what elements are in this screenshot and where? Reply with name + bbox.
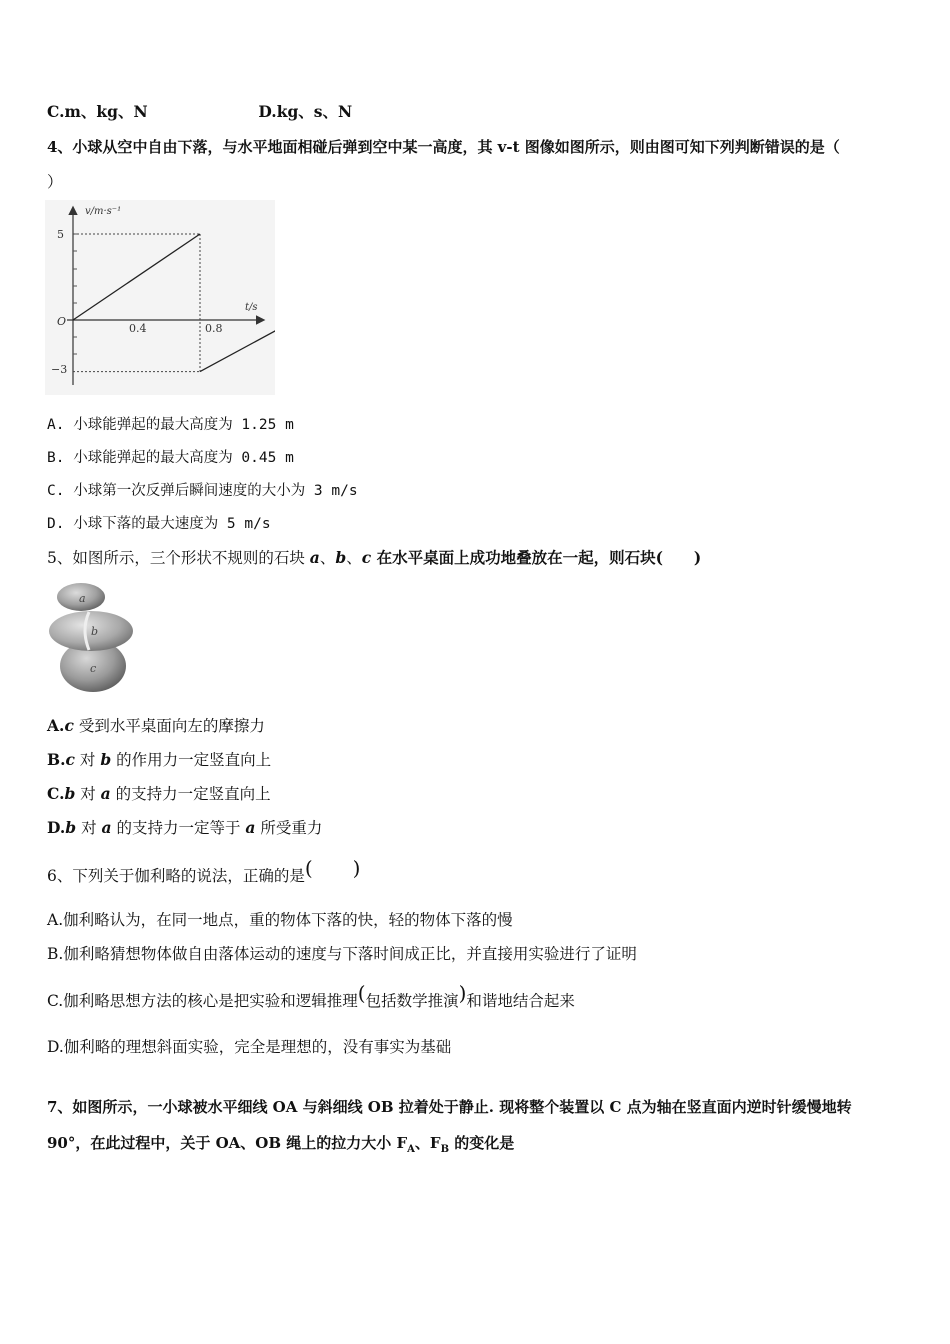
q5-d-text: 对 (76, 819, 102, 837)
q6-c-suffix: 和谐地结合起来 (466, 992, 575, 1010)
q4-vt-graph (45, 200, 275, 395)
q3-option-c-text: C.m、kg、N (47, 102, 148, 121)
q6-c-mid: 包括数学推演 (365, 992, 459, 1010)
q5-a-prefix: A. (47, 716, 65, 735)
stone-label-c: c (90, 662, 97, 675)
q5-stem-prefix: 5、如图所示，三个形状不规则的石块 (47, 549, 310, 567)
stone-label-a: a (79, 592, 86, 605)
q5-stones-image (45, 578, 140, 696)
q5-sep1: 、 (319, 549, 336, 567)
q7-sub-b: B (440, 1144, 450, 1155)
y-axis-label: v/m·s⁻¹ (85, 206, 122, 217)
q6-stem (47, 856, 361, 886)
q5-c-text: 对 (75, 785, 101, 803)
q6-option-b (47, 944, 637, 964)
q5-c-text2: 的支持力一定竖直向上 (110, 785, 271, 803)
q5-a-var: c (64, 716, 74, 735)
q5-sep2: 、 (346, 549, 362, 567)
q5-option-b (47, 750, 271, 770)
q4-option-b: B. 小球能弹起的最大高度为 0.45 m (47, 450, 294, 466)
q5-b-var2: b (100, 750, 112, 769)
q5-option-d (47, 818, 322, 838)
q5-d-text3: 所受重力 (255, 819, 323, 837)
q5-b-text: 对 (74, 751, 101, 769)
q5-stem-suffix: 在水平桌面上成功地叠放在一起，则石块( ) (371, 548, 702, 567)
q5-d-text2: 的支持力一定等于 (111, 819, 246, 837)
q5-d-var: b (65, 818, 77, 837)
q4-option-d: D. 小球下落的最大速度为 5 m/s (47, 516, 271, 532)
q5-option-a (47, 716, 265, 736)
q7-line2-c: 的变化是 (449, 1134, 515, 1152)
q3-option-c (47, 102, 352, 122)
q5-c-var2: a (100, 784, 111, 803)
q6-c-prefix: C.伽利略思想方法的核心是把实验和逻辑推理 (47, 992, 358, 1010)
q3-option-d-text: D.kg、s、N (258, 102, 353, 121)
q5-var-b: b (335, 548, 347, 567)
q6-c-open: ( (357, 981, 366, 1005)
q6-option-a (47, 910, 513, 930)
q6-c-close: ) (458, 981, 467, 1005)
q4-option-a: A. 小球能弹起的最大高度为 1.25 m (47, 417, 294, 433)
q4-stem-line2: ） (47, 173, 63, 191)
q5-b-prefix: B. (47, 750, 66, 769)
q6-a-text: A.伽利略认为，在同一地点，重的物体下落的快，轻的物体下落的慢 (47, 911, 513, 929)
q6-d-text: D.伽利略的理想斜面实验，完全是理想的，没有事实为基础 (47, 1038, 452, 1056)
y-tick-5: 5 (57, 228, 64, 241)
q7-line2-a: 90°，在此过程中，关于 OA、OB 绳上的拉力大小 F (47, 1134, 408, 1152)
origin-label: O (57, 315, 67, 328)
q5-c-prefix: C. (47, 784, 65, 803)
q5-var-a: a (309, 548, 320, 567)
x-tick-04: 0.4 (129, 322, 147, 335)
q7-line2-b: 、F (414, 1134, 441, 1152)
q5-var-c: c (361, 548, 372, 567)
y-tick-neg3: −3 (51, 363, 68, 376)
q6-paren: ( ) (304, 856, 361, 880)
q5-b-text2: 的作用力一定竖直向上 (111, 751, 272, 769)
q7-sub-a: A (407, 1144, 415, 1155)
q5-b-var: c (65, 750, 75, 769)
q6-option-c (47, 981, 575, 1011)
q5-d-var2: a (101, 818, 112, 837)
q5-stem (47, 548, 701, 568)
q7-line2 (47, 1133, 514, 1160)
q5-option-c (47, 784, 271, 804)
q6-stem-text: 6、下列关于伽利略的说法，正确的是 (47, 867, 305, 885)
q5-c-var: b (64, 784, 76, 803)
q5-d-var3: a (245, 818, 256, 837)
x-axis-label: t/s (245, 302, 258, 313)
stone-label-b: b (91, 625, 99, 638)
q5-d-prefix: D. (47, 818, 66, 837)
q5-a-text: 受到水平桌面向左的摩擦力 (73, 717, 265, 735)
q4-option-c: C. 小球第一次反弹后瞬间速度的大小为 3 m/s (47, 483, 358, 499)
q4-stem-line1: 4、小球从空中自由下落，与水平地面相碰后弹到空中某一高度，其 v-t 图像如图所示，则由图可知下列判断错误的是（ (47, 138, 840, 156)
q7-line1: 7、如图所示，一小球被水平细线 OA 与斜细线 OB 拉着处于静止. 现将整个装置以 C 点为轴在竖直面内逆时针缓慢地转 (47, 1098, 852, 1116)
x-tick-08: 0.8 (205, 322, 223, 335)
q6-option-d (47, 1037, 451, 1057)
q6-b-text: B.伽利略猜想物体做自由落体运动的速度与下落时间成正比，并直接用实验进行了证明 (47, 945, 637, 963)
